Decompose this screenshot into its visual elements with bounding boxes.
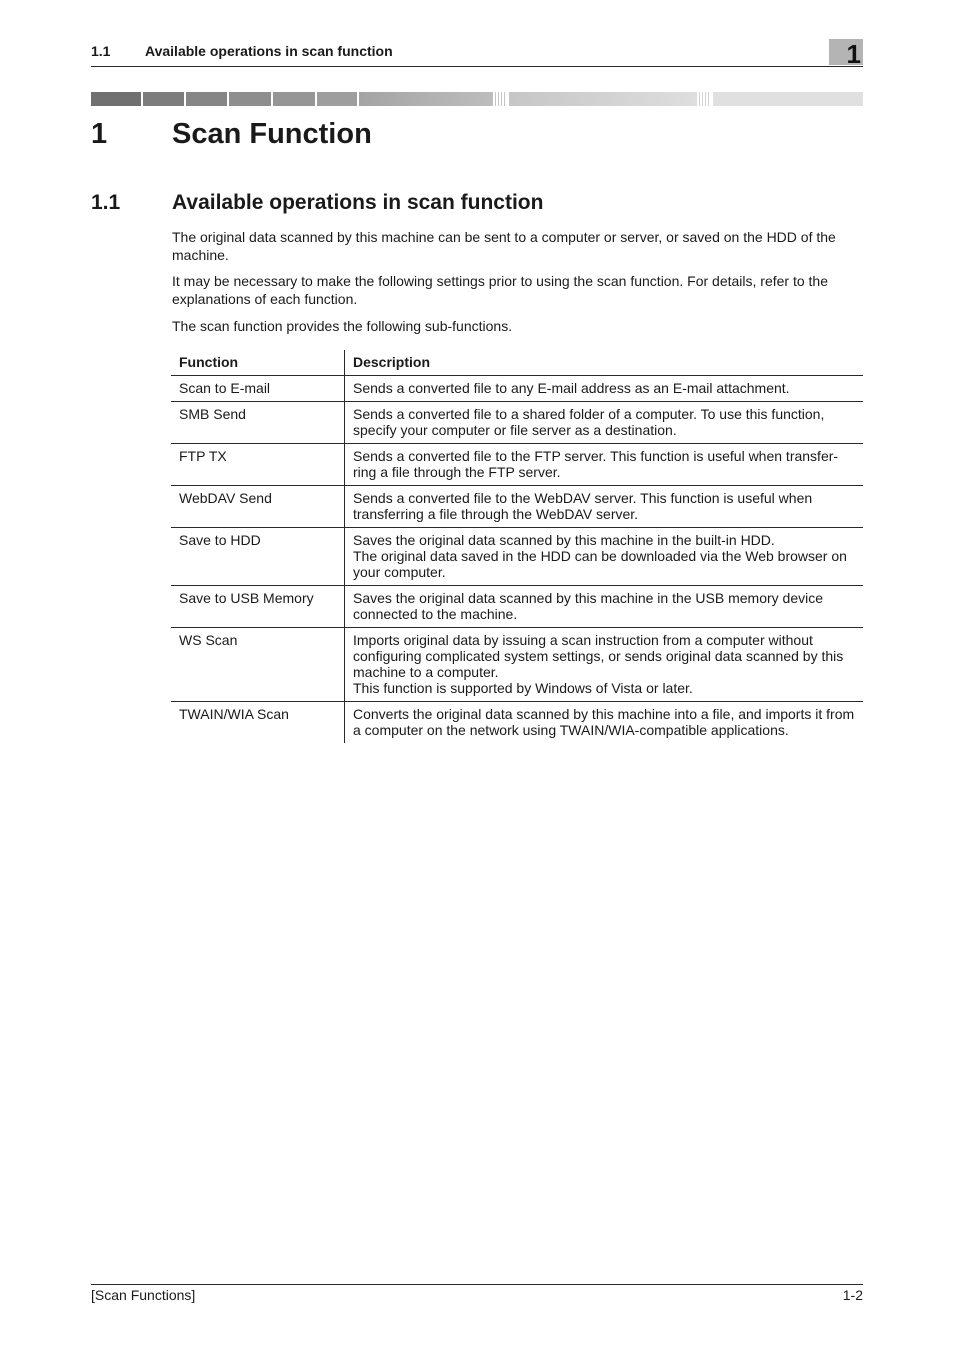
- description-cell: Saves the original data scanned by this machine in the built-in HDD. The original data saved in the HDD can be downloaded via the Web browser on your computer.: [345, 528, 864, 586]
- chapter-number: 1: [91, 118, 108, 150]
- running-footer: [91, 1284, 863, 1303]
- function-cell: Save to USB Memory: [171, 586, 345, 628]
- description-cell: Sends a converted file to the WebDAV server. This function is useful when transferring a file through the WebDAV server.: [345, 486, 864, 528]
- table-row: [171, 376, 863, 402]
- footer-manual-title: [Scan Functions]: [91, 1287, 196, 1303]
- table-row: [171, 586, 863, 628]
- function-cell: WebDAV Send: [171, 486, 345, 528]
- table-row: [171, 444, 863, 486]
- function-cell: SMB Send: [171, 402, 345, 444]
- function-cell: Scan to E-mail: [171, 376, 345, 402]
- table-row: [171, 402, 863, 444]
- column-header-function: Function: [171, 350, 345, 376]
- table-row: [171, 528, 863, 586]
- table-row: [171, 628, 863, 702]
- table-row: [171, 702, 863, 744]
- page-number: 1-2: [842, 1287, 863, 1303]
- header-section-number: 1.1: [91, 43, 111, 59]
- description-cell: Sends a converted file to the FTP server. This function is useful when transfer-ring a file through the FTP server.: [345, 444, 864, 486]
- description-cell: Imports original data by issuing a scan instruction from a computer without configuring complicated system settings, or sends original data scanned by this machine to a computer. This function is supported by Windows of Vista or later.: [345, 628, 864, 702]
- function-cell: FTP TX: [171, 444, 345, 486]
- function-cell: WS Scan: [171, 628, 345, 702]
- function-cell: Save to HDD: [171, 528, 345, 586]
- intro-paragraph: The original data scanned by this machine can be sent to a computer or server, or saved on the HDD of the machine.: [172, 229, 836, 263]
- running-header: [91, 40, 863, 67]
- subfunctions-paragraph: The scan function provides the following sub-functions.: [172, 318, 513, 334]
- column-header-description: Description: [345, 350, 864, 376]
- settings-paragraph: It may be necessary to make the following settings prior to using the scan function. For details, refer to the explanations of each function.: [172, 273, 828, 307]
- functions-table: [171, 350, 863, 743]
- header-section-title: Available operations in scan function: [145, 43, 393, 59]
- chapter-tab: 1: [829, 39, 863, 65]
- description-cell: Saves the original data scanned by this machine in the USB memory device connected to the machine.: [345, 586, 864, 628]
- description-cell: Converts the original data scanned by this machine into a file, and imports it from a computer on the network using TWAIN/WIA-compatible applications.: [353, 706, 855, 738]
- table-row: [171, 486, 863, 528]
- table-header-row: [171, 350, 863, 376]
- decorative-bar: [91, 92, 863, 106]
- chapter-title-text: Scan Function: [172, 118, 372, 150]
- section-title-text: Available operations in scan function: [172, 191, 544, 214]
- description-cell: Sends a converted file to a shared folder of a computer. To use this function, specify your computer or file server as a destination.: [345, 402, 864, 444]
- section-number: 1.1: [91, 191, 121, 214]
- function-cell: TWAIN/WIA Scan: [171, 702, 345, 744]
- description-cell: Sends a converted file to any E-mail address as an E-mail attachment.: [345, 376, 864, 402]
